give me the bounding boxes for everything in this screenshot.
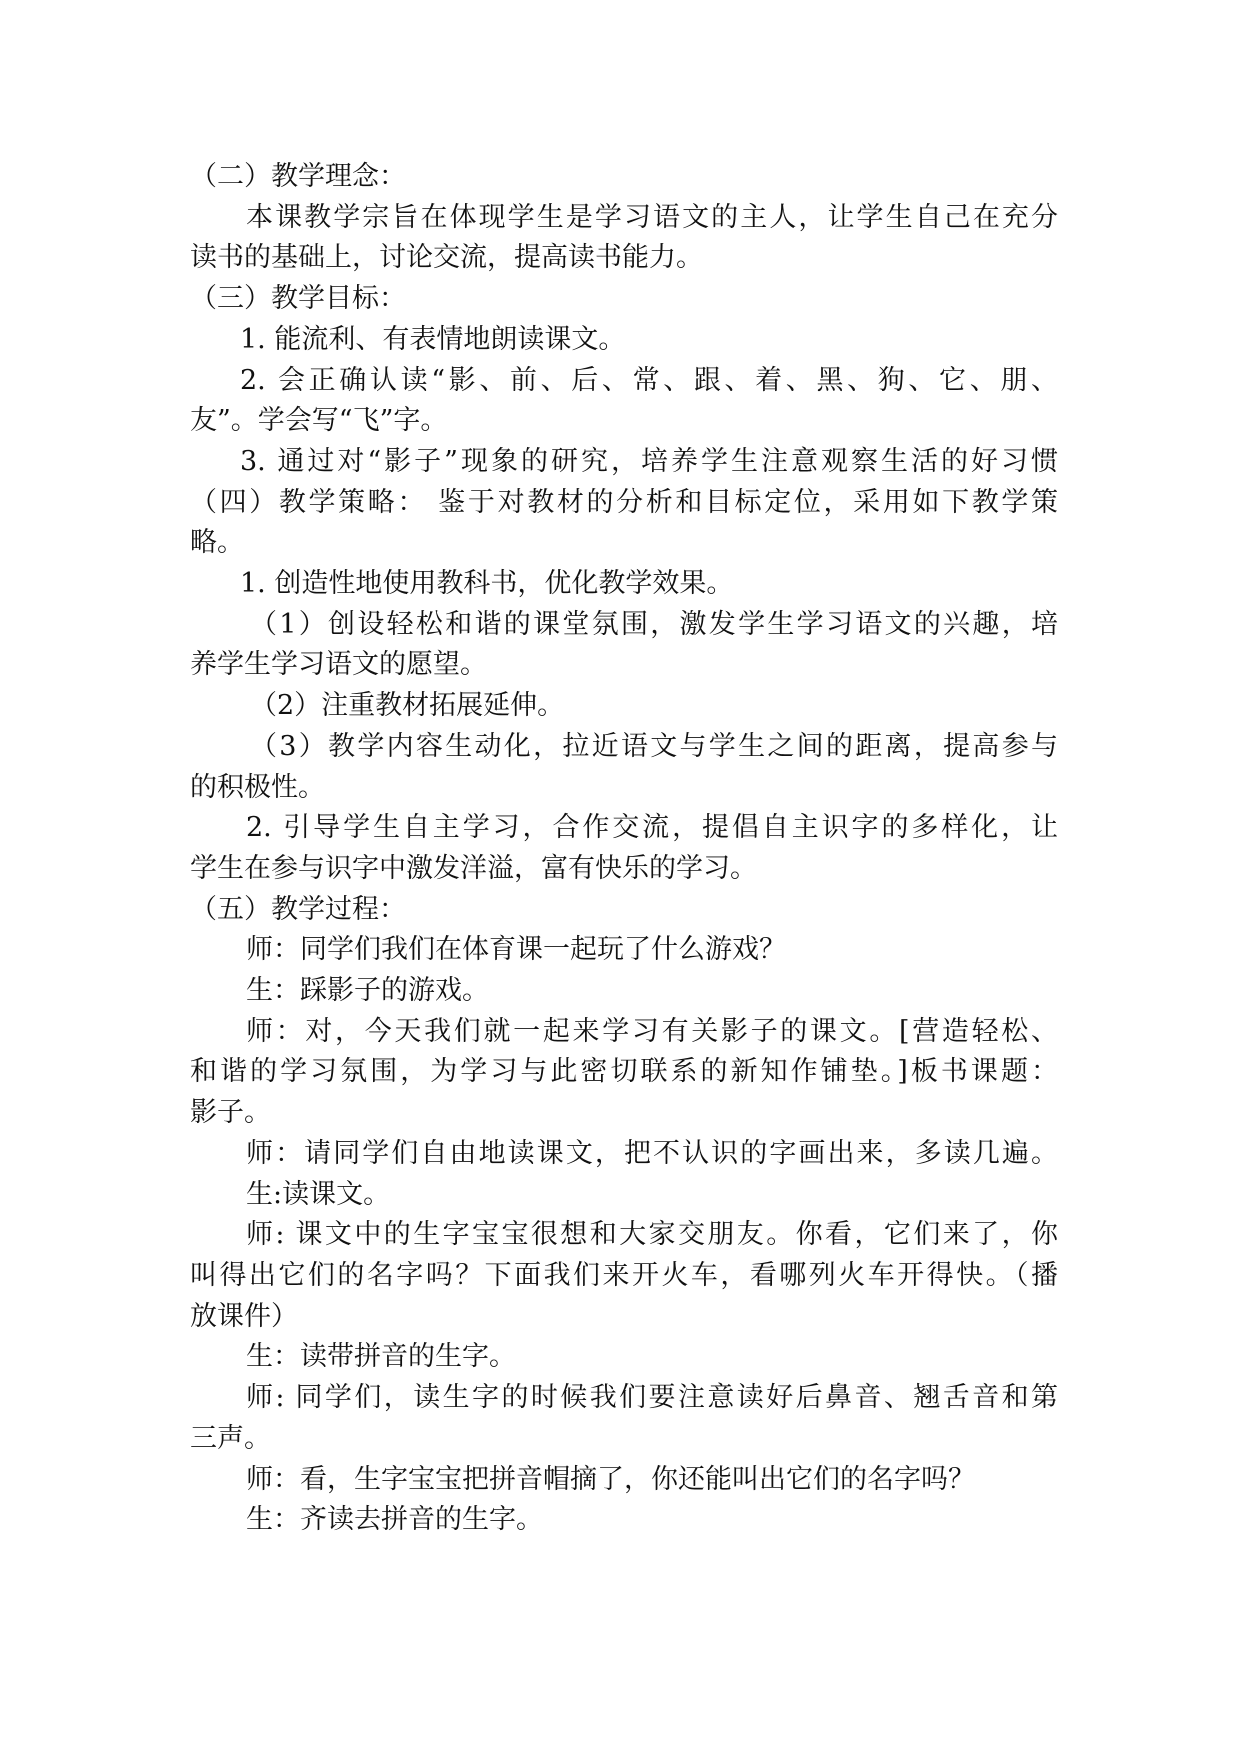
goal-item-3: 3. 通过对“影子”现象的研究，培养学生注意观察生活的好习惯 [240,445,1058,477]
goal-item-2: 2. 会正确认读“影、前、后、常、跟、着、黑、狗、它、朋、 [240,364,1058,396]
dialogue-line: 师：同学们我们在体育课一起玩了什么游戏？ [246,934,786,966]
paragraph-line: 叫得出它们的名字吗？下面我们来开火车，看哪列火车开得快。（播 [190,1259,1058,1291]
paragraph-line: 影子。 [190,1097,271,1129]
dialogue-line: 师：请同学们自由地读课文，把不认识的字画出来，多读几遍。 [246,1137,1058,1169]
paragraph-line: 的积极性。 [190,771,325,803]
dialogue-line: 生：踩影子的游戏。 [246,975,489,1007]
document-body [190,157,1058,1541]
strategy-subitem-2: （2）注重教材拓展延伸。 [250,690,565,722]
goal-item-1: 1. 能流利、有表情地朗读课文。 [240,323,626,355]
paragraph-line: 友”。学会写“飞”字。 [190,405,448,437]
dialogue-line: 师：看，生字宝宝把拼音帽摘了，你还能叫出它们的名字吗？ [246,1463,975,1495]
paragraph-line: 放课件） [190,1300,298,1332]
strategy-item-1: 1. 创造性地使用教科书，优化教学效果。 [240,568,734,600]
section-heading-teaching-process: （五）教学过程： [190,893,406,925]
paragraph-line: 本课教学宗旨在体现学生是学习语文的主人，让学生自己在充分 [246,201,1058,233]
dialogue-line: 生:读课文。 [246,1178,391,1210]
section-heading-teaching-strategy: （四）教学策略： 鉴于对教材的分析和目标定位，采用如下教学策 [190,486,1058,518]
paragraph-line: 三声。 [190,1422,271,1454]
dialogue-line: 生：读带拼音的生字。 [246,1341,516,1373]
paragraph-line: 学生在参与识字中激发洋溢，富有快乐的学习。 [190,852,757,884]
strategy-subitem-1: （1）创设轻松和谐的课堂氛围，激发学生学习语文的兴趣，培 [250,608,1058,640]
paragraph-line: 养学生学习语文的愿望。 [190,649,487,681]
section-heading-teaching-goals: （三）教学目标： [190,283,406,315]
paragraph-line: 读书的基础上，讨论交流，提高读书能力。 [190,242,703,274]
section-heading-teaching-philosophy: （二）教学理念： [190,161,406,192]
dialogue-line: 生：齐读去拼音的生字。 [246,1504,543,1536]
dialogue-line: 师: 课文中的生字宝宝很想和大家交朋友。你看，它们来了，你 [246,1219,1058,1251]
strategy-subitem-3: （3）教学内容生动化，拉近语文与学生之间的距离，提高参与 [250,730,1058,762]
paragraph-line: 略。 [190,527,244,559]
dialogue-line: 师：对，今天我们就一起来学习有关影子的课文。[营造轻松、 [246,1015,1058,1047]
strategy-item-2: 2. 引导学生自主学习，合作交流，提倡自主识字的多样化，让 [246,812,1058,844]
paragraph-line: 和谐的学习氛围，为学习与此密切联系的新知作铺垫。]板书课题： [190,1056,1058,1088]
dialogue-line: 师: 同学们，读生字的时候我们要注意读好后鼻音、翘舌音和第 [246,1382,1058,1414]
